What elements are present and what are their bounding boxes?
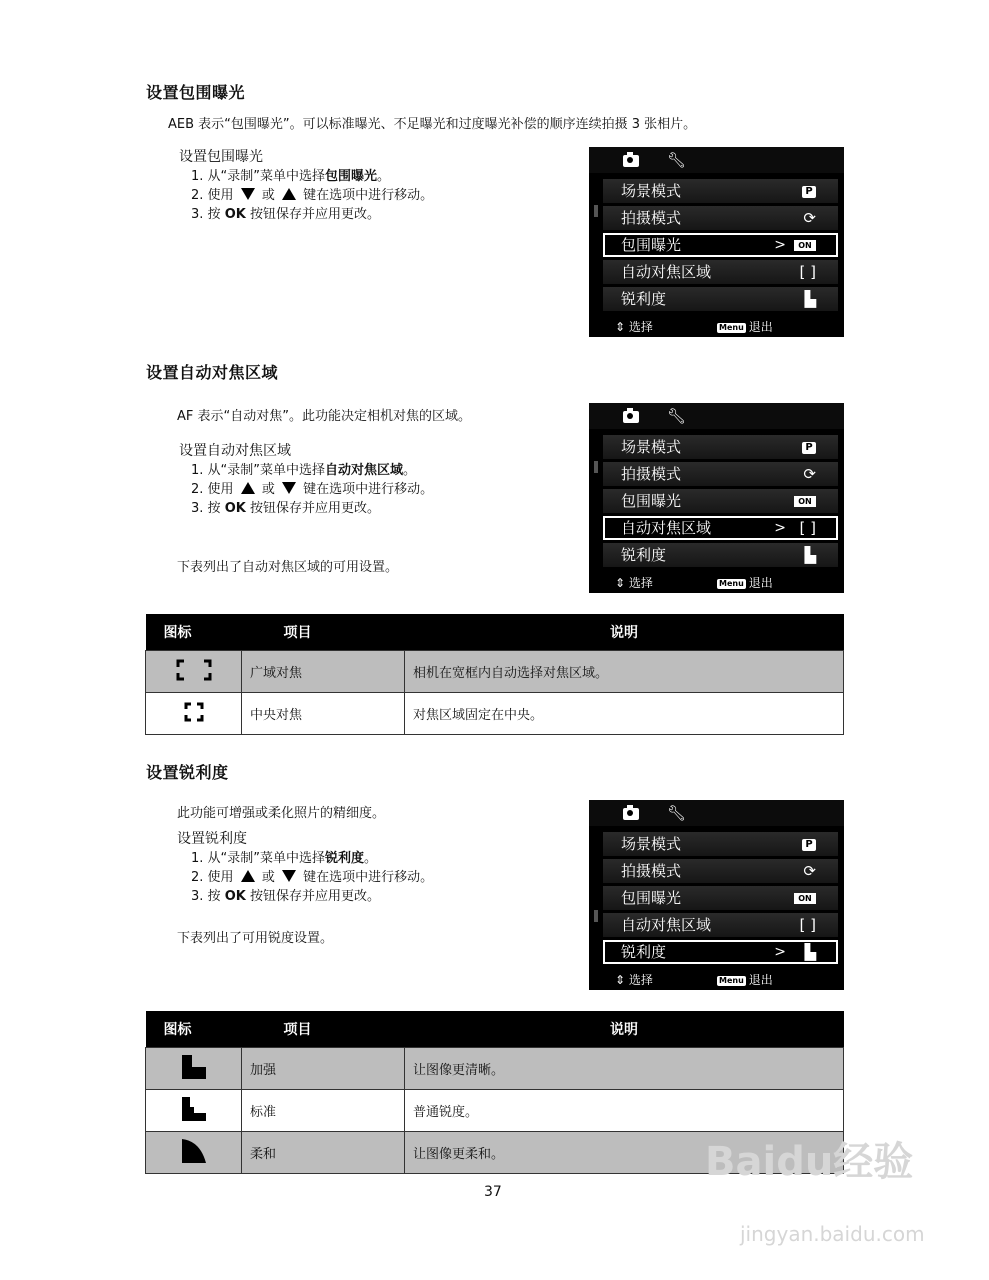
menu-item-bracketing[interactable] [603,489,838,513]
menu-item-label: 自动对焦区域 [621,263,712,281]
watermark-url: jingyan.baidu.com [740,1222,925,1246]
on-badge-icon: ON [794,240,816,251]
sharpness-normal-icon: ▙ [804,943,816,961]
header-icon: 图标 [146,614,242,651]
sharpness-normal-icon [146,1090,242,1132]
step-text: 3. 按 [191,207,221,222]
program-mode-icon: P [802,186,816,198]
step-text: 3. 按 [191,889,221,904]
camera-tab-bar [589,403,844,429]
page-number: 37 [484,1184,502,1200]
select-hint: ⇕ 选择 [615,576,653,590]
menu-item-label: 包围曝光 [621,889,682,907]
center-focus-icon: [ ] [799,916,816,934]
bracketing-steps [179,148,433,224]
exit-hint [717,573,773,593]
menu-item-shooting-mode[interactable] [603,206,838,230]
sharpness-hard-icon [146,1048,242,1090]
camera-menu-screen [589,147,844,337]
submenu-arrow-icon: > [774,944,786,960]
step-text: 2. 使用 [191,870,234,885]
sharpness-intro: 此功能可增强或柔化照片的精细度。 [177,806,386,821]
select-hint: ⇕ 选择 [615,320,653,334]
step-keyword: 自动对焦区域 [325,463,404,478]
step-3 [179,205,433,224]
table-cell-item: 加强 [242,1048,405,1090]
watermark-brand: Baidu经验 [705,1139,914,1185]
sharpness-normal-icon: ▙ [804,546,816,564]
bracketing-intro: AEB 表示“包围曝光”。可以标准曝光、不足曝光和过度曝光补偿的顺序连续拍摄 3 张相片。 [168,117,697,132]
menu-item-scene-mode[interactable] [603,832,838,856]
menu-item-af-area[interactable] [603,260,838,284]
step-text: 按钮保存并应用更改。 [249,501,380,516]
program-mode-icon: P [802,442,816,454]
camera-tab-bar [589,800,844,826]
menu-item-label: 包围曝光 [621,492,682,510]
steps-subtitle: 设置锐利度 [177,831,247,847]
table-cell-desc: 让图像更柔和。 [405,1132,844,1174]
step-text: 2. 使用 [191,482,234,497]
table-cell-item: 柔和 [242,1132,405,1174]
ok-key-label: OK [224,501,246,516]
self-timer-icon: ⟳ [803,465,816,483]
up-arrow-icon [282,188,296,200]
step-2 [177,868,433,887]
sharpness-soft-icon [146,1132,242,1174]
wrench-icon[interactable]: 🔧︎ [667,407,687,425]
menu-item-label: 自动对焦区域 [621,519,712,537]
menu-item-scene-mode[interactable] [603,435,838,459]
table-row [146,651,844,693]
step-text: 1. 从“录制”菜单中选择 [191,463,326,478]
step-3 [179,499,433,518]
wrench-icon[interactable]: 🔧︎ [667,804,687,822]
menu-item-label: 锐利度 [621,290,667,308]
header-item: 项目 [242,614,405,651]
camera-hint-bar [589,573,844,593]
sharpness-steps [177,830,433,906]
select-hint: ⇕ 选择 [615,973,653,987]
step-text: 或 [261,482,275,497]
step-1 [177,849,433,868]
table-cell-item: 广域对焦 [242,651,405,693]
wrench-icon[interactable]: 🔧︎ [667,151,687,169]
section-title-bracketing: 设置包围曝光 [146,83,246,102]
menu-item-af-area[interactable] [603,516,838,540]
center-focus-icon [146,693,242,735]
camera-hint-bar [589,317,844,337]
camera-icon[interactable] [623,411,639,423]
menu-item-shooting-mode[interactable] [603,859,838,883]
step-text: 。 [377,169,391,184]
menu-item-scene-mode[interactable] [603,179,838,203]
header-item: 项目 [242,1011,405,1048]
step-text: 1. 从“录制”菜单中选择 [191,851,326,866]
table-cell-item: 中央对焦 [242,693,405,735]
step-text: 键在选项中进行移动。 [303,870,434,885]
wide-focus-icon [146,651,242,693]
table-row [146,693,844,735]
step-keyword: 锐利度 [325,851,365,866]
menu-item-label: 拍摄模式 [621,465,682,483]
menu-item-label: 场景模式 [621,182,682,200]
af-intro: AF 表示“自动对焦”。此功能决定相机对焦的区域。 [177,409,471,424]
scrollbar[interactable] [594,205,598,217]
camera-tab-bar [589,147,844,173]
table-cell-desc: 相机在宽框内自动选择对焦区域。 [405,651,844,693]
table-cell-desc: 对焦区域固定在中央。 [405,693,844,735]
up-arrow-icon [241,482,255,494]
af-table-note: 下表列出了自动对焦区域的可用设置。 [177,560,399,575]
menu-item-label: 场景模式 [621,835,682,853]
step-1 [179,167,433,186]
table-row [146,1048,844,1090]
self-timer-icon: ⟳ [803,209,816,227]
step-3 [177,887,433,906]
table-cell-item: 标准 [242,1090,405,1132]
menu-button-icon: Menu [719,578,744,588]
select-label: 选择 [628,576,653,590]
camera-hint-bar [589,970,844,990]
exit-label: 退出 [748,973,773,987]
step-text: 2. 使用 [191,188,234,203]
center-focus-icon: [ ] [799,519,816,537]
table-cell-desc: 让图像更清晰。 [405,1048,844,1090]
header-desc: 说明 [405,1011,844,1048]
camera-menu-screen [589,403,844,593]
table-row [146,1090,844,1132]
exit-label: 退出 [748,576,773,590]
menu-item-label: 包围曝光 [621,236,682,254]
down-arrow-icon [282,482,296,494]
menu-item-label: 拍摄模式 [621,209,682,227]
af-settings-table [145,614,844,735]
steps-subtitle: 设置自动对焦区域 [179,443,291,459]
menu-item-label: 锐利度 [621,943,667,961]
step-2 [179,480,433,499]
sharpness-normal-icon: ▙ [804,290,816,308]
on-badge-icon: ON [794,893,816,904]
section-title-af-area: 设置自动对焦区域 [146,363,279,382]
menu-item-sharpness[interactable] [603,940,838,964]
step-text: 键在选项中进行移动。 [303,482,434,497]
header-desc: 说明 [405,614,844,651]
step-text: 按钮保存并应用更改。 [249,889,380,904]
step-text: 或 [261,870,275,885]
exit-hint [717,970,773,990]
exit-hint [717,317,773,337]
menu-item-af-area[interactable] [603,913,838,937]
step-text: 或 [261,188,275,203]
menu-item-label: 自动对焦区域 [621,916,712,934]
step-text: 按钮保存并应用更改。 [249,207,380,222]
step-text: 。 [403,463,417,478]
program-mode-icon: P [802,839,816,851]
step-text: 1. 从“录制”菜单中选择 [191,169,326,184]
center-focus-icon: [ ] [799,263,816,281]
scrollbar[interactable] [594,461,598,473]
submenu-arrow-icon: > [774,520,786,536]
section-title-sharpness: 设置锐利度 [146,763,229,782]
table-cell-desc: 普通锐度。 [405,1090,844,1132]
down-arrow-icon [282,870,296,882]
step-text: 键在选项中进行移动。 [303,188,434,203]
menu-item-label: 拍摄模式 [621,862,682,880]
menu-item-bracketing[interactable] [603,886,838,910]
table-header-row [146,614,844,651]
step-keyword: 包围曝光 [325,169,378,184]
af-steps [179,442,433,518]
header-icon: 图标 [146,1011,242,1048]
table-header-row [146,1011,844,1048]
down-arrow-icon [241,188,255,200]
menu-item-shooting-mode[interactable] [603,462,838,486]
menu-item-label: 场景模式 [621,438,682,456]
ok-key-label: OK [224,889,246,904]
on-badge-icon: ON [794,496,816,507]
step-text: 3. 按 [191,501,221,516]
camera-icon[interactable] [623,808,639,820]
step-2 [179,186,433,205]
menu-button-icon: Menu [719,975,744,985]
camera-icon[interactable] [623,155,639,167]
ok-key-label: OK [224,207,246,222]
camera-menu-screen [589,800,844,990]
exit-label: 退出 [748,320,773,334]
up-arrow-icon [241,870,255,882]
menu-item-sharpness[interactable] [603,543,838,567]
steps-subtitle: 设置包围曝光 [179,149,263,165]
scrollbar[interactable] [594,910,598,922]
menu-button-icon: Menu [719,322,744,332]
select-label: 选择 [628,320,653,334]
select-label: 选择 [628,973,653,987]
step-text: 。 [364,851,378,866]
sharpness-table-note: 下表列出了可用锐度设置。 [177,931,334,946]
menu-item-bracketing[interactable] [603,233,838,257]
menu-item-label: 锐利度 [621,546,667,564]
step-1 [179,461,433,480]
self-timer-icon: ⟳ [803,862,816,880]
submenu-arrow-icon: > [774,237,786,253]
menu-item-sharpness[interactable] [603,287,838,311]
